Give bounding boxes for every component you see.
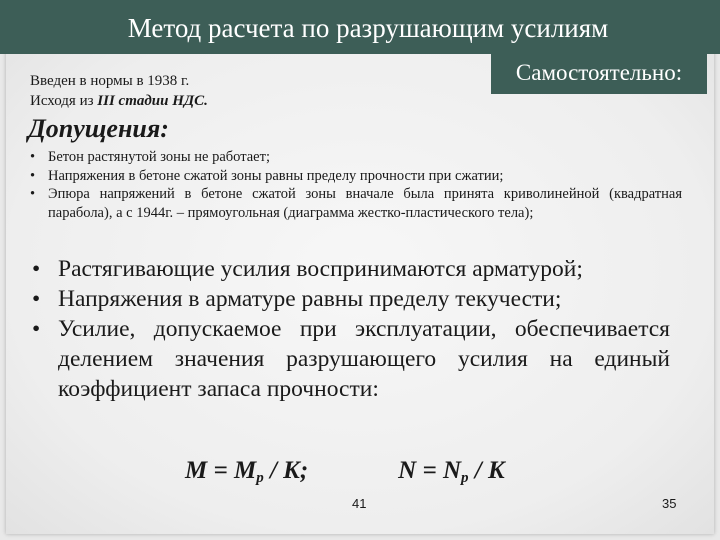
list-item: • Напряжения в арматуре равны пределу текучести; xyxy=(30,284,670,314)
formula-m-right: / K; xyxy=(263,457,309,484)
self-study-badge: Самостоятельно: xyxy=(491,54,707,94)
formula xyxy=(185,457,505,487)
list-item: • Усилие, допускаемое при эксплуатации, обеспечивается делением значения разрушающего усилия на единый коэффициент запаса прочности: xyxy=(30,314,670,404)
list-item: • Растягивающие усилия воспринимаются арматурой; xyxy=(30,254,670,284)
intro-line-2-prefix: Исходя из xyxy=(30,93,98,109)
formula-m-sub: p xyxy=(256,470,264,486)
list-item: • Эпюра напряжений в бетоне сжатой зоны вначале была принята криволинейной (квадратная парабола), а с 1944г. – прямоугольная (диаграмма жестко-пластического тела); xyxy=(28,185,682,222)
large-bullet-list xyxy=(30,254,670,404)
intro-line-2 xyxy=(30,91,208,111)
intro-text xyxy=(30,71,208,111)
list-item: • Напряжения в бетоне сжатой зоны равны пределу прочности при сжатии; xyxy=(28,167,682,186)
list-item: • Бетон растянутой зоны не работает; xyxy=(28,148,682,167)
small-bullet-list xyxy=(28,148,682,222)
formula-n-sub: p xyxy=(461,470,469,486)
title-bar xyxy=(0,0,720,54)
formula-n-right: / K xyxy=(468,457,505,484)
intro-line-2-emphasis: III стадии НДС. xyxy=(97,93,208,109)
assumptions-heading: Допущения: xyxy=(28,114,169,143)
formula-m-left: M = M xyxy=(185,457,257,484)
page-number-left: 41 xyxy=(352,496,367,511)
slide-title: Метод расчета по разрушающим усилиям xyxy=(127,13,609,43)
formula-n-left: N = N xyxy=(398,457,462,484)
intro-line-1: Введен в нормы в 1938 г. xyxy=(30,73,190,89)
page-number-right: 35 xyxy=(662,496,677,511)
